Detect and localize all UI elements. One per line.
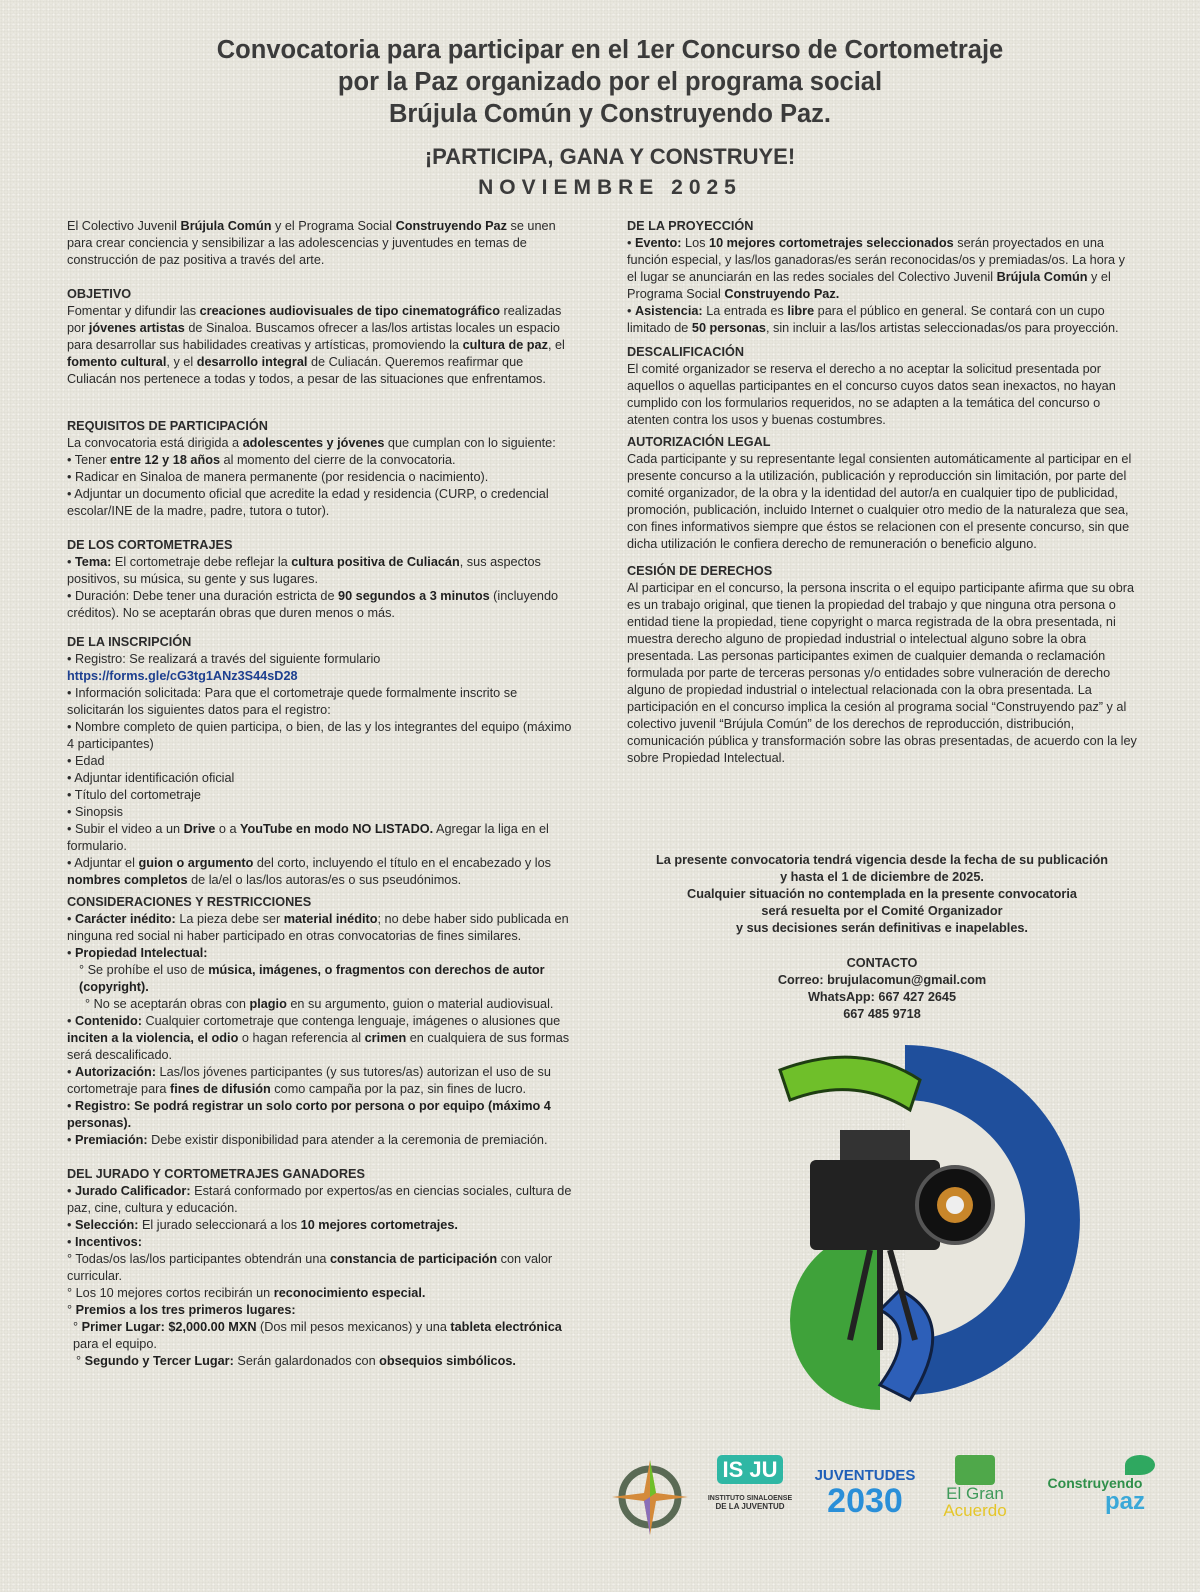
section	[627, 218, 1137, 337]
partner-logos	[610, 1455, 1170, 1535]
section-heading: DESCALIFICACIÓN	[627, 345, 745, 359]
section-heading: CONSIDERACIONES Y RESTRICCIONES	[67, 895, 312, 909]
paragraph: El Colectivo Juvenil Brújula Común y el Programa Social Construyendo Paz se unen para crear conciencia y sensibilizar a las adolescencias y juventudes en temas de construcción de paz positiva a través del arte.	[67, 219, 556, 267]
paragraph: • Registro: Se realizará a través del siguiente formulario	[67, 652, 381, 666]
paragraph: ° Segundo y Tercer Lugar: Serán galardonados con obsequios simbólicos.	[76, 1354, 516, 1368]
section-heading: DE LA INSCRIPCIÓN	[67, 635, 192, 649]
paragraph: • Selección: El jurado seleccionará a los 10 mejores cortometrajes.	[67, 1218, 458, 1232]
section-heading: CESIÓN DE DERECHOS	[627, 564, 773, 578]
paragraph: • Asistencia: La entrada es libre para el público en general. Se contará con un cupo limitado de 50 personas, sin incluir a las/los artistas seleccionadas/os para proyección.	[627, 304, 1119, 335]
paragraph: • Jurado Calificador: Estará conformado por expertos/as en ciencias sociales, cultura de paz, cine, cultura y educación.	[67, 1184, 572, 1215]
paragraph: • Registro: Se podrá registrar un solo corto por persona o por equipo (máximo 4 personas).	[67, 1099, 551, 1130]
paragraph: • Edad	[67, 754, 105, 768]
section	[67, 634, 572, 889]
paragraph: • Propiedad Intelectual:	[67, 946, 208, 960]
paragraph: ° No se aceptarán obras con plagio en su argumento, guion o material audiovisual.	[85, 997, 554, 1011]
section-heading: DE LA PROYECCIÓN	[627, 219, 754, 233]
section	[67, 894, 572, 1149]
contact-whatsapp[interactable]: WhatsApp: 667 427 2645	[807, 990, 957, 1004]
month-label: NOVIEMBRE 2025	[478, 176, 742, 199]
registration-form-link[interactable]: https://forms.gle/cG3tg1ANz3S44sD28	[67, 669, 298, 683]
paragraph: • Adjuntar un documento oficial que acredite la edad y residencia (CURP, o credencial escolar/INE de la madre, padre, tutora o tutor).	[67, 487, 549, 518]
isju-logo: IS JU INSTITUTO SINALOENSE DE LA JUVENTUD	[707, 1457, 793, 1511]
section	[627, 344, 1137, 429]
paragraph: La convocatoria está dirigida a adolescentes y jóvenes que cumplan con lo siguiente:	[67, 436, 556, 450]
section	[67, 537, 572, 622]
right-column	[627, 218, 1137, 767]
paragraph: • Evento: Los 10 mejores cortometrajes seleccionados serán proyectados en una función especial, y las/los ganadoras/es serán reconocidas/os y premiadas/os. La hora y el lugar se anunciarán en las redes sociales del Colectivo Juvenil Brújula Común y el Programa Social Construyendo Paz.	[627, 236, 1125, 301]
juventudes-2030-logo: JUVENTUDES 2030	[814, 1467, 916, 1520]
paragraph: ° Se prohíbe el uso de música, imágenes, o fragmentos con derechos de autor (copyright).	[79, 963, 545, 994]
el-gran-acuerdo-logo: El Gran Acuerdo	[930, 1455, 1020, 1535]
paragraph: • Duración: Debe tener una duración estricta de 90 segundos a 3 minutos (incluyendo créditos). No se aceptarán obras que duren menos o más.	[67, 589, 559, 620]
section	[627, 563, 1137, 767]
contact-heading: CONTACTO	[846, 956, 918, 970]
paragraph: El comité organizador se reserva el derecho a no aceptar la solicitud presentada por aquellos o aquellas participantes en el concurso cuyos datos sean inexactos, no hayan cumplido con los formularios requeridos, no se adapten a la temática del concurso o atenten contra los usos y buenas costumbres.	[627, 362, 1116, 427]
paragraph: • Título del cortometraje	[67, 788, 201, 802]
paragraph: • Adjuntar identificación oficial	[67, 771, 235, 785]
section-heading: DE LOS CORTOMETRAJES	[67, 538, 233, 552]
film-camera-illustration	[730, 1040, 1090, 1410]
brujula-comun-logo	[610, 1455, 690, 1535]
paragraph: • Sinopsis	[67, 805, 123, 819]
paragraph: • Tener entre 12 y 18 años al momento del cierre de la convocatoria.	[67, 453, 456, 467]
section-heading: AUTORIZACIÓN LEGAL	[627, 435, 771, 449]
page-title: Convocatoria para participar en el 1er Concurso de Cortometraje por la Paz organizado por el programa social Brújula Común y Construyendo Paz.	[216, 36, 1004, 128]
section	[67, 286, 572, 388]
paragraph: • Carácter inédito: La pieza debe ser material inédito; no debe haber sido publicada en ninguna red social ni haber participado en otras convocatorias de fines similares.	[67, 912, 569, 943]
left-column	[67, 218, 572, 1370]
paragraph: • Incentivos:	[67, 1235, 142, 1249]
section	[627, 434, 1137, 553]
paragraph: • Subir el video a un Drive o a YouTube en modo NO LISTADO. Agregar la liga en el formulario.	[67, 822, 549, 853]
paragraph: Al participar en el concurso, la persona inscrita o el equipo participante afirma que su obra es un trabajo original, que tienen la propiedad del trabajo y que ninguna otra persona o entidad tiene la propiedad, tiene copyright o marca registrada de la obra presentada, ni muestra derecho alguno de propiedad industrial o intelectual alguno sobre la obra presentada. Las personas participantes eximen de cualquier demanda o reclamación formulada por parte de terceras personas y/o entidades sobre vulneración de derecho alguno de propiedad industrial o intelectual relacionada con la obra presentada. La participación en el concurso implica la cesión al programa social “Construyendo paz” y al colectivo juvenil “Brújula Común” de los derechos de reproducción, distribución, comunicación pública y transformación sobre las obras presentadas, de acuerdo con la ley sobre Propiedad Intelectual.	[627, 581, 1137, 765]
paragraph: ° Primer Lugar: $2,000.00 MXN (Dos mil pesos mexicanos) y una tableta electrónica para el equipo.	[73, 1320, 562, 1351]
paragraph: Cada participante y su representante legal consienten automáticamente al participar en el presente concurso a la utilización, publicación y reproducción sin limitación, por parte del comité organizador, de la obra y la identidad del autor/a en cualquier tipo de publicidad, promoción, publicación, incluido Internet o cualquier otro medio de la naturaleza que sea, con fines informativos siempre que éstos se relacionen con el presente concurso, sin que dicha utilización le confiera derecho de remuneración o beneficio alguno.	[627, 452, 1132, 551]
closing-statement: La presente convocatoria tendrá vigencia desde la fecha de su publicación y hasta el 1 de diciembre de 2025. Cualquier situación no contemplada en la presente convocatoria será resuelta por el Comité Organizador y sus decisiones serán definitivas e inapelables.	[656, 853, 1108, 935]
contact-block	[627, 955, 1137, 1023]
paragraph: • Información solicitada: Para que el cortometraje quede formalmente inscrito se solicitarán los siguientes datos para el registro:	[67, 686, 518, 717]
paragraph: • Premiación: Debe existir disponibilidad para atender a la ceremonia de premiación.	[67, 1133, 548, 1147]
paragraph: • Autorización: Las/los jóvenes participantes (y sus tutores/as) autorizan el uso de su cortometraje para fines de difusión como campaña por la paz, sin fines de lucro.	[67, 1065, 551, 1096]
paragraph: ° Los 10 mejores cortos recibirán un reconocimiento especial.	[67, 1286, 426, 1300]
contact-email[interactable]: Correo: brujulacomun@gmail.com	[777, 973, 987, 987]
contact-phone[interactable]: 667 485 9718	[843, 1007, 921, 1021]
slogan: ¡PARTICIPA, GANA Y CONSTRUYE!	[424, 144, 796, 169]
section	[67, 218, 572, 269]
paragraph: Fomentar y difundir las creaciones audiovisuales de tipo cinematográfico realizadas por jóvenes artistas de Sinaloa. Buscamos ofrecer a las/los artistas locales un espacio para desarrollar sus habilidades creativas y artísticas, promoviendo la cultura de paz, el fomento cultural, y el desarrollo integral de Culiacán. Queremos reafirmar que Culiacán nos pertenece a todas y todos, a pesar de las situaciones que enfrentamos.	[67, 304, 565, 386]
section-heading: REQUISITOS DE PARTICIPACIÓN	[67, 419, 268, 433]
section	[67, 1166, 572, 1370]
paragraph: • Radicar en Sinaloa de manera permanente (por residencia o nacimiento).	[67, 470, 489, 484]
section	[67, 418, 572, 520]
paragraph: ° Premios a los tres primeros lugares:	[67, 1303, 296, 1317]
construyendo-paz-logo: Construyendo paz	[1030, 1455, 1160, 1535]
paragraph: • Tema: El cortometraje debe reflejar la cultura positiva de Culiacán, sus aspectos positivos, su música, su gente y sus lugares.	[67, 555, 541, 586]
section-heading: DEL JURADO Y CORTOMETRAJES GANADORES	[67, 1167, 365, 1181]
paragraph	[67, 668, 572, 685]
paragraph: ° Todas/os las/los participantes obtendrán una constancia de participación con valor curricular.	[67, 1252, 553, 1283]
paragraph: • Nombre completo de quien participa, o bien, de las y los integrantes del equipo (máximo 4 participantes)	[67, 720, 572, 751]
paragraph: • Adjuntar el guion o argumento del corto, incluyendo el título en el encabezado y los nombres completos de la/el o las/los autoras/es o sus pseudónimos.	[67, 856, 551, 887]
section-heading: OBJETIVO	[67, 287, 132, 301]
paragraph: • Contenido: Cualquier cortometraje que contenga lenguaje, imágenes o alusiones que inciten a la violencia, el odio o hagan referencia al crimen en cualquiera de sus formas será descalificado.	[67, 1014, 570, 1062]
film-strip-top	[780, 1057, 920, 1110]
